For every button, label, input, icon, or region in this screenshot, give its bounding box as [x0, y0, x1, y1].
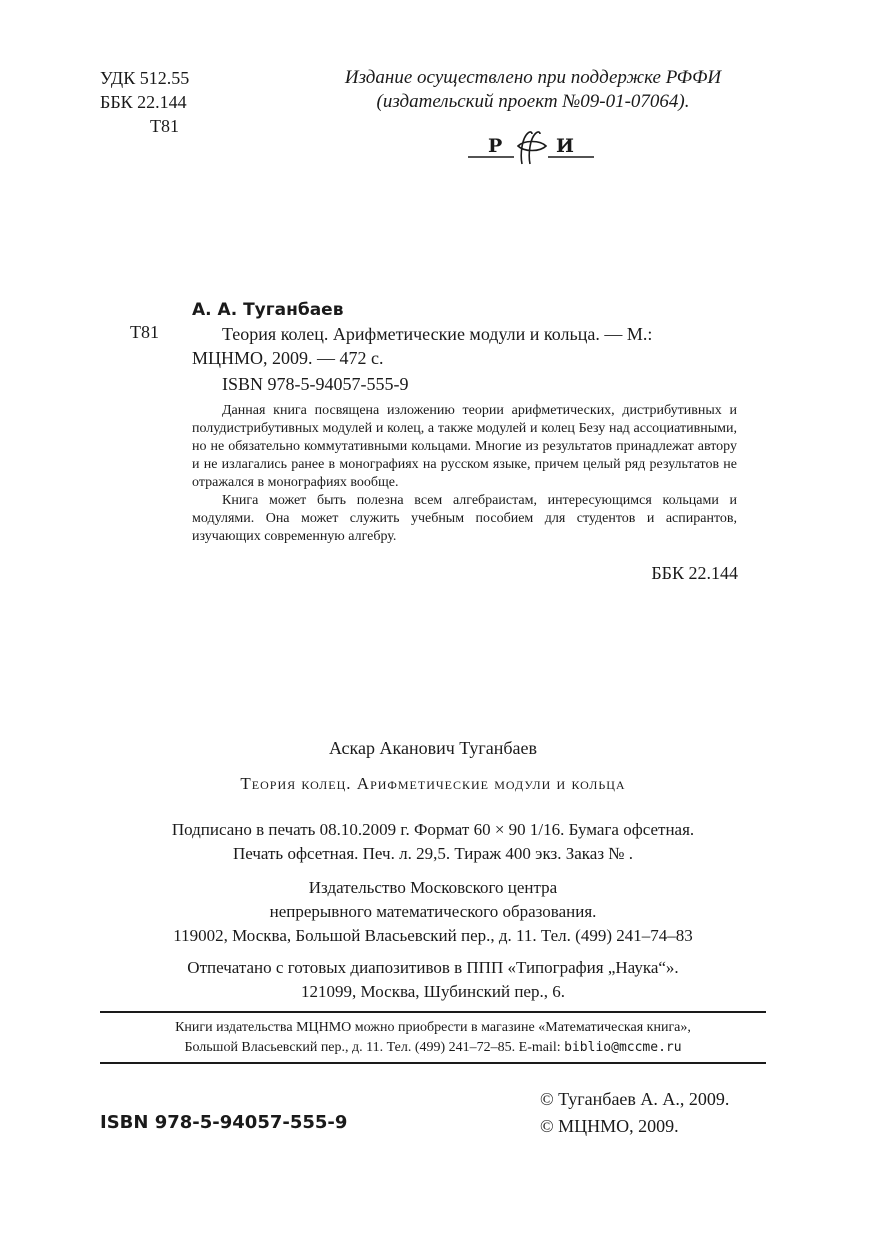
footer-isbn: ISBN 978-5-94057-555-9 — [100, 1112, 348, 1133]
funding-line-2: (издательский проект №09-01-07064). — [376, 91, 690, 112]
divider-top — [100, 1011, 766, 1013]
print-specs-line-2: Печать офсетная. Печ. л. 29,5. Тираж 400 экз. Заказ № . — [232, 844, 634, 863]
printer-line-2: 121099, Москва, Шубинский пер., 6. — [301, 982, 565, 1001]
copyright-author: © Туганбаев А. А., 2009. — [540, 1089, 730, 1109]
funding-note — [300, 66, 766, 114]
funding-line-1: Издание осуществлено при поддержке РФФИ — [344, 67, 722, 88]
card-isbn: ISBN 978-5-94057-555-9 — [222, 374, 409, 394]
bbk-code: ББК 22.144 — [100, 92, 187, 112]
rffi-logo-graphic — [466, 128, 596, 168]
abstract-paragraph-2: Книга может быть полезна всем алгебраистам, интересующимся кольцами и модулями. Она может служить учебным пособием для студентов и аспирантов, изучающих современную алгебру. — [192, 493, 737, 544]
card-abstract — [192, 402, 737, 546]
card-title-line-2: МЦНМО, 2009. — 472 с. — [192, 348, 384, 368]
shop-line-2 — [100, 1038, 766, 1058]
rffi-logo-ff-glyph — [518, 132, 546, 164]
author-mark-code: Т81 — [150, 116, 179, 136]
card-author-mark: Т81 — [130, 322, 159, 342]
card-title-block — [192, 322, 738, 370]
classification-block — [100, 66, 189, 138]
card-title-line-1: Теория колец. Арифметические модули и кольца. — М.: — [222, 324, 653, 344]
print-specs-line-1: Подписано в печать 08.10.2009 г. Формат 60 × 90 1/16. Бумага офсетная. — [171, 820, 695, 839]
shop-info — [100, 1018, 766, 1058]
author-full-name: Аскар Аканович Туганбаев — [328, 738, 538, 758]
card-author: А. А. Туганбаев — [192, 300, 344, 320]
card-bbk: ББК 22.144 — [651, 563, 738, 583]
rffi-logo-letter-r: Р — [488, 135, 503, 157]
udk-code: УДК 512.55 — [100, 68, 190, 88]
publisher-info — [100, 876, 766, 948]
shop-address: Большой Власьевский пер., д. 11. Тел. (499) 241–72–85. E-mail: — [184, 1040, 565, 1055]
divider-bottom — [100, 1062, 766, 1064]
print-specs — [100, 818, 766, 866]
copyright-block — [540, 1086, 729, 1140]
publisher-line-3: 119002, Москва, Большой Власьевский пер., д. 11. Тел. (499) 241–74–83 — [173, 926, 693, 945]
book-title-smallcaps: Теория колец. Арифметические модули и кольца — [240, 774, 626, 793]
abstract-paragraph-1: Данная книга посвящена изложению теории арифметических, дистрибутивных и полудистрибутивных модулей и колец, а также модулей и колец Безу над ассоциативными, но не обязательно коммутативными кольцами. Многие из результатов принадлежат автору и не излагались ранее в монографиях на русском языке, причем целый ряд результатов не отражался в монографиях вообще. — [192, 403, 737, 490]
printer-line-1: Отпечатано с готовых диапозитивов в ППП «Типография „Наука“». — [187, 958, 679, 977]
copyright-publisher: © МЦНМО, 2009. — [540, 1116, 679, 1136]
printer-info — [100, 956, 766, 1004]
shop-line-1: Книги издательства МЦНМО можно приобрести в магазине «Математическая книга», — [175, 1020, 691, 1035]
rffi-logo — [466, 128, 596, 168]
publisher-line-2: непрерывного математического образования. — [269, 902, 597, 921]
shop-email-link[interactable]: biblio@mccme.ru — [564, 1040, 682, 1055]
publisher-line-1: Издательство Московского центра — [308, 878, 558, 897]
rffi-logo-letter-i: И — [556, 135, 574, 157]
